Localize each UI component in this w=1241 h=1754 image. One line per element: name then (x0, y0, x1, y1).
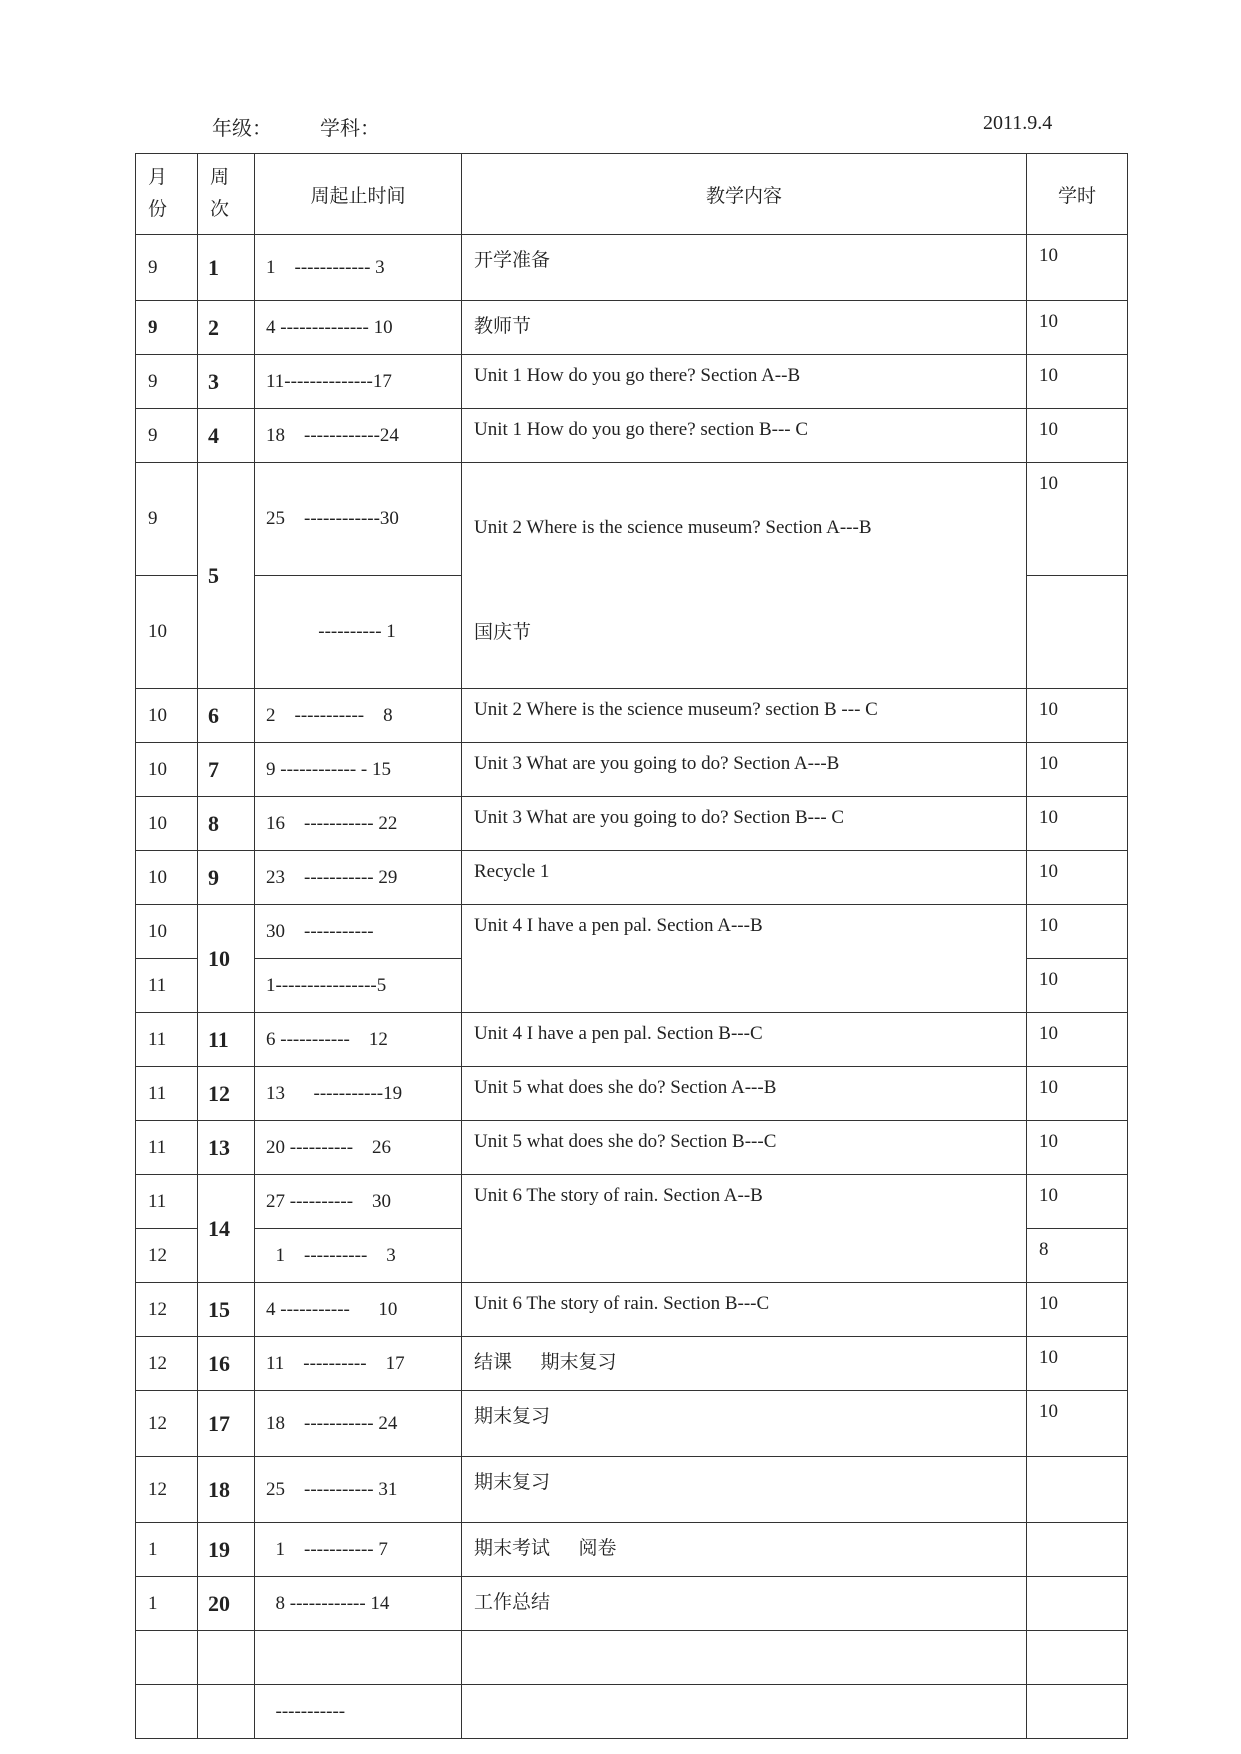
hours-cell: 10 (1027, 355, 1128, 409)
week-cell (198, 1631, 255, 1685)
content-cell: Unit 5 what does she do? Section B---C (462, 1121, 1027, 1175)
table-row (136, 301, 1128, 355)
content-cell: 教师节 (462, 301, 1027, 355)
table-row (136, 1067, 1128, 1121)
dates-cell: 18 ----------- 24 (255, 1391, 462, 1457)
content-cell: Unit 3 What are you going to do? Section B--- C (462, 797, 1027, 851)
week-cell: 20 (198, 1577, 255, 1631)
week-column-header: 周 次 (198, 154, 255, 235)
dates-cell: 23 ----------- 29 (255, 851, 462, 905)
week-cell (198, 1685, 255, 1739)
dates-cell: 25 ------------30 (255, 463, 462, 576)
table-row (136, 1457, 1128, 1523)
dates-cell: 1 ---------- 3 (255, 1229, 462, 1283)
hours-cell: 10 (1027, 1067, 1128, 1121)
week-cell: 14 (198, 1175, 255, 1283)
dates-cell: 1 ------------ 3 (255, 235, 462, 301)
hours-cell: 10 (1027, 1283, 1128, 1337)
content-column-header: 教学内容 (462, 154, 1027, 235)
month-cell: 10 (136, 689, 198, 743)
table-row (136, 1391, 1128, 1457)
hours-cell (1027, 576, 1128, 689)
table-row (136, 851, 1128, 905)
week-cell: 10 (198, 905, 255, 1013)
grade-label: 年级： (212, 116, 272, 140)
content-cell: 工作总结 (462, 1577, 1027, 1631)
table-row (136, 905, 1128, 959)
dates-cell: 2 ----------- 8 (255, 689, 462, 743)
table-header-row (136, 154, 1128, 235)
week-cell: 16 (198, 1337, 255, 1391)
document-date: 2011.9.4 (983, 112, 1053, 134)
hours-cell (1027, 1457, 1128, 1523)
dates-cell: 11--------------17 (255, 355, 462, 409)
content-cell: Unit 1 How do you go there? section B--- C (462, 409, 1027, 463)
month-cell: 1 (136, 1523, 198, 1577)
week-cell: 19 (198, 1523, 255, 1577)
content-line: 国庆节 (474, 621, 532, 643)
content-cell: 期末复习 (462, 1391, 1027, 1457)
month-cell: 9 (136, 235, 198, 301)
content-cell (462, 1685, 1027, 1739)
table-row (136, 1523, 1128, 1577)
month-cell: 9 (136, 355, 198, 409)
table-row (136, 1685, 1128, 1739)
content-cell: Unit 6 The story of rain. Section A--B (462, 1175, 1027, 1283)
dates-cell: 18 ------------24 (255, 409, 462, 463)
week-cell: 8 (198, 797, 255, 851)
hours-cell: 10 (1027, 959, 1128, 1013)
table-row (136, 463, 1128, 576)
hours-cell: 10 (1027, 1175, 1128, 1229)
dates-column-header: 周起止时间 (255, 154, 462, 235)
dates-cell: 9 ------------ - 15 (255, 743, 462, 797)
dates-cell (255, 1631, 462, 1685)
month-cell: 11 (136, 1067, 198, 1121)
table-row (136, 1283, 1128, 1337)
month-cell: 11 (136, 1013, 198, 1067)
hours-cell: 10 (1027, 905, 1128, 959)
dates-cell: 4 ----------- 10 (255, 1283, 462, 1337)
month-cell: 10 (136, 851, 198, 905)
dates-cell: 25 ----------- 31 (255, 1457, 462, 1523)
content-cell: Recycle 1 (462, 851, 1027, 905)
month-cell: 10 (136, 905, 198, 959)
table-row (136, 1013, 1128, 1067)
dates-cell: 27 ---------- 30 (255, 1175, 462, 1229)
hours-column-header: 学时 (1027, 154, 1128, 235)
content-cell: Unit 2 Where is the science museum? section B --- C (462, 689, 1027, 743)
table-row (136, 235, 1128, 301)
week-cell: 4 (198, 409, 255, 463)
hours-cell: 10 (1027, 1121, 1128, 1175)
dates-cell: 6 ----------- 12 (255, 1013, 462, 1067)
dates-cell: 1 ----------- 7 (255, 1523, 462, 1577)
week-cell: 15 (198, 1283, 255, 1337)
content-line: Unit 2 Where is the science museum? Section A---B (474, 517, 872, 538)
hours-cell: 10 (1027, 301, 1128, 355)
week-cell: 12 (198, 1067, 255, 1121)
dates-cell: 8 ------------ 14 (255, 1577, 462, 1631)
month-cell (136, 1685, 198, 1739)
hours-cell: 10 (1027, 235, 1128, 301)
month-cell: 11 (136, 1175, 198, 1229)
table-row (136, 1121, 1128, 1175)
week-cell: 11 (198, 1013, 255, 1067)
hours-cell: 10 (1027, 851, 1128, 905)
table-row (136, 1337, 1128, 1391)
table-row (136, 355, 1128, 409)
week-cell: 3 (198, 355, 255, 409)
week-cell: 5 (198, 463, 255, 689)
content-cell (462, 463, 1027, 689)
month-cell: 1 (136, 1577, 198, 1631)
hours-cell: 10 (1027, 1337, 1128, 1391)
month-cell: 10 (136, 743, 198, 797)
content-cell: 期末复习 (462, 1457, 1027, 1523)
week-cell: 9 (198, 851, 255, 905)
subject-label: 学科： (320, 116, 380, 140)
content-cell: Unit 6 The story of rain. Section B---C (462, 1283, 1027, 1337)
week-cell: 7 (198, 743, 255, 797)
dates-cell: 1----------------5 (255, 959, 462, 1013)
dates-cell: 20 ---------- 26 (255, 1121, 462, 1175)
week-cell: 6 (198, 689, 255, 743)
month-cell: 12 (136, 1229, 198, 1283)
month-cell: 9 (136, 463, 198, 576)
month-cell: 12 (136, 1337, 198, 1391)
content-cell: 期末考试 阅卷 (462, 1523, 1027, 1577)
hours-cell: 10 (1027, 689, 1128, 743)
hours-cell (1027, 1523, 1128, 1577)
week-cell: 2 (198, 301, 255, 355)
week-cell: 18 (198, 1457, 255, 1523)
hours-cell: 10 (1027, 463, 1128, 576)
hours-cell: 8 (1027, 1229, 1128, 1283)
table-row (136, 689, 1128, 743)
month-cell: 10 (136, 797, 198, 851)
month-cell: 9 (136, 301, 198, 355)
dates-cell: 30 ----------- (255, 905, 462, 959)
content-cell: Unit 4 I have a pen pal. Section B---C (462, 1013, 1027, 1067)
dates-cell: 16 ----------- 22 (255, 797, 462, 851)
dates-cell: 13 -----------19 (255, 1067, 462, 1121)
dates-cell: 4 -------------- 10 (255, 301, 462, 355)
week-cell: 13 (198, 1121, 255, 1175)
month-cell: 10 (136, 576, 198, 689)
content-cell (462, 1631, 1027, 1685)
content-cell: Unit 1 How do you go there? Section A--B (462, 355, 1027, 409)
content-cell: Unit 5 what does she do? Section A---B (462, 1067, 1027, 1121)
table-row (136, 409, 1128, 463)
content-cell: Unit 3 What are you going to do? Section A---B (462, 743, 1027, 797)
week-cell: 1 (198, 235, 255, 301)
month-cell: 9 (136, 409, 198, 463)
week-cell: 17 (198, 1391, 255, 1457)
month-cell: 11 (136, 959, 198, 1013)
content-cell: 结课 期末复习 (462, 1337, 1027, 1391)
hours-cell: 10 (1027, 1013, 1128, 1067)
dates-cell: 11 ---------- 17 (255, 1337, 462, 1391)
month-cell: 12 (136, 1283, 198, 1337)
table-row (136, 797, 1128, 851)
hours-cell: 10 (1027, 743, 1128, 797)
hours-cell (1027, 1631, 1128, 1685)
month-cell (136, 1631, 198, 1685)
table-row (136, 1175, 1128, 1229)
month-cell: 11 (136, 1121, 198, 1175)
content-cell: 开学准备 (462, 235, 1027, 301)
table-row (136, 743, 1128, 797)
hours-cell (1027, 1577, 1128, 1631)
dates-cell: ----------- (255, 1685, 462, 1739)
teaching-schedule-table (135, 153, 1128, 1739)
hours-cell: 10 (1027, 409, 1128, 463)
table-row (136, 1577, 1128, 1631)
dates-cell: ---------- 1 (255, 576, 462, 689)
month-cell: 12 (136, 1391, 198, 1457)
month-cell: 12 (136, 1457, 198, 1523)
month-column-header: 月 份 (136, 154, 198, 235)
table-row (136, 1631, 1128, 1685)
content-cell: Unit 4 I have a pen pal. Section A---B (462, 905, 1027, 1013)
hours-cell: 10 (1027, 797, 1128, 851)
hours-cell: 10 (1027, 1391, 1128, 1457)
hours-cell (1027, 1685, 1128, 1739)
